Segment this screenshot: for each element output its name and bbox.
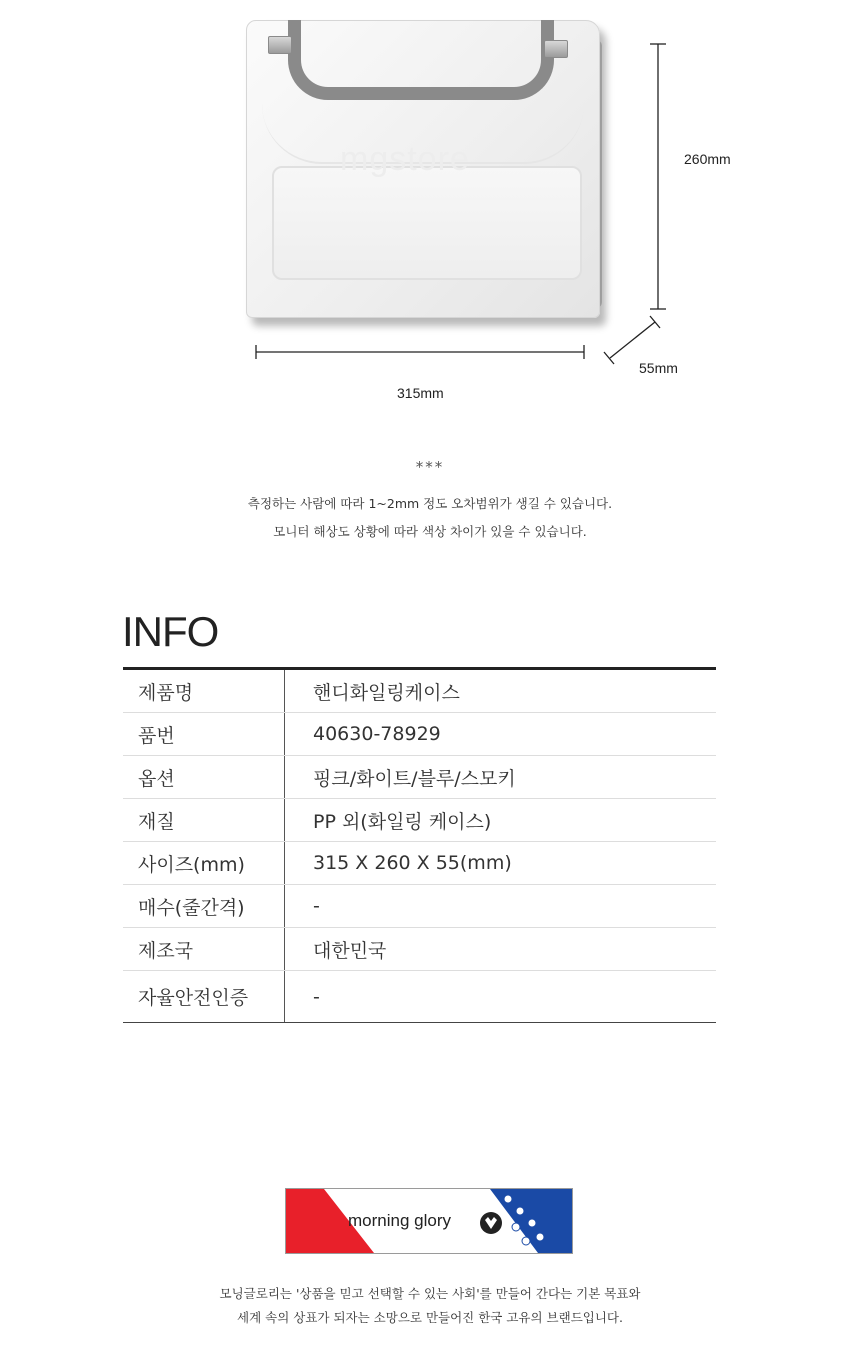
info-row-size [123,842,716,885]
info-label: 제품명 [123,670,285,712]
dimension-lines [0,0,860,420]
depth-label: 55mm [639,360,678,376]
info-value: 대한민국 [313,939,387,962]
info-label: 자율안전인증 [123,971,285,1022]
info-row-certification [123,971,716,1022]
brand-line-1: 모닝글로리는 '상품을 믿고 선택할 수 있는 사회'를 만들어 간다는 기본 목표와 [219,1286,641,1301]
info-row-sheets [123,885,716,928]
info-label: 품번 [123,713,285,755]
info-label: 매수(줄간격) [123,885,285,927]
info-row-item-number [123,713,716,756]
morning-glory-logo [285,1188,573,1254]
note-line-2: 모니터 해상도 상황에 따라 색상 차이가 있을 수 있습니다. [273,524,587,539]
info-value: 315 X 260 X 55(mm) [313,852,512,874]
info-value: 핑크/화이트/블루/스모키 [313,767,516,790]
watermark: mgstore [340,140,470,178]
logo-text: morning glory [348,1211,451,1230]
width-label: 315mm [397,385,444,401]
height-label: 260mm [684,151,731,167]
product-image [0,0,860,420]
info-value: 핸디화일링케이스 [313,681,460,704]
info-row-country [123,928,716,971]
info-value: PP 외(화일링 케이스) [313,810,492,833]
info-row-product-name [123,670,716,713]
info-table [123,667,716,1023]
info-label: 옵션 [123,756,285,798]
brand-line-2: 세계 속의 상표가 되자는 소망으로 만들어진 한국 고유의 브랜드입니다. [237,1310,623,1325]
info-label: 재질 [123,799,285,841]
info-value: 40630-78929 [313,723,441,745]
info-value: - [313,985,320,1008]
note-stars: *** [415,458,445,476]
info-row-options [123,756,716,799]
info-value: - [313,895,320,917]
note-line-1: 측정하는 사람에 따라 1~2mm 정도 오차범위가 생길 수 있습니다. [247,496,613,511]
info-label: 사이즈(mm) [123,842,285,884]
info-label: 제조국 [123,928,285,970]
info-title: INFO [122,608,219,655]
info-row-material [123,799,716,842]
